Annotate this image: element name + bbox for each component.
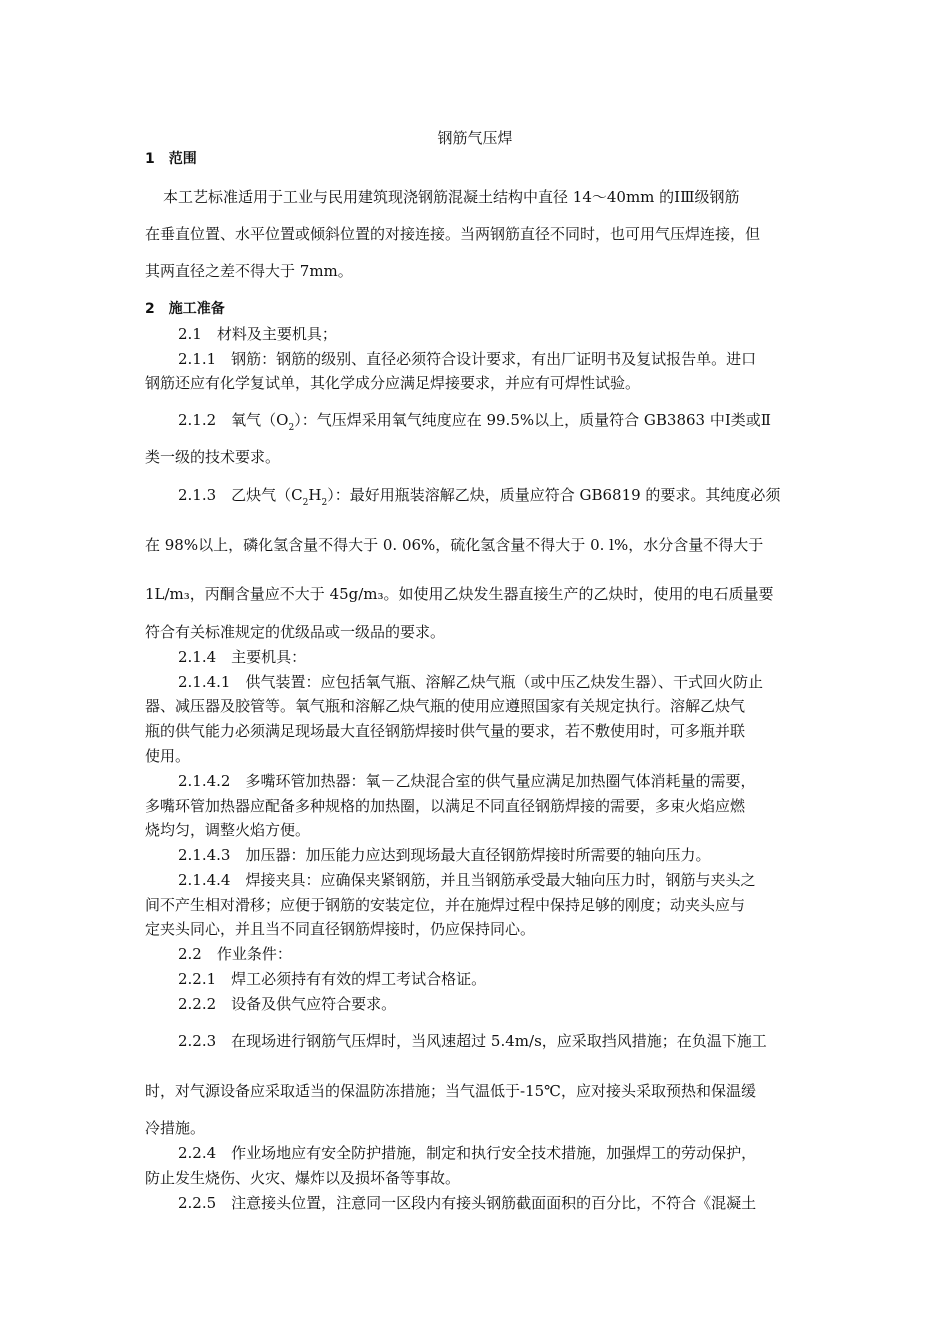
paragraph-line: 2.2.4 作业场地应有安全防护措施，制定和执行安全技术措施，加强焊工的劳动保护，: [178, 1144, 757, 1162]
paragraph-line: 2.1.1 钢筋：钢筋的级别、直径必须符合设计要求，有出厂证明书及复试报告单。进口: [178, 350, 757, 368]
subsection-heading: 2.1 材料及主要机具；: [178, 325, 337, 343]
paragraph-line: 烧均匀，调整火焰方便。: [145, 821, 311, 839]
subscript: 2: [321, 498, 328, 508]
paragraph-line: 2.2.1 焊工必须持有有效的焊工考试合格证。: [178, 970, 487, 988]
subscript: 2: [288, 423, 295, 433]
paragraph-line: 在 98%以上，磷化氢含量不得大于 0. 06%，硫化氢含量不得大于 0. l%，水分含量不得大于: [145, 536, 764, 554]
text-run: ）：最好用瓶装溶解乙炔，质量应符合 GB6819 的要求。其纯度必须: [327, 486, 781, 504]
document-title: 钢筋气压焊: [437, 129, 513, 147]
section-2-heading: 2 施工准备: [145, 301, 225, 317]
paragraph-line: 2.1.4.1 供气装置：应包括氧气瓶、溶解乙炔气瓶（或中压乙炔发生器）、干式回火防止: [178, 673, 763, 691]
subsection-heading: 2.2 作业条件：: [178, 945, 292, 963]
paragraph-line: [178, 485, 780, 513]
paragraph-line: 2.1.4.3 加压器：加压能力应达到现场最大直径钢筋焊接时所需要的轴向压力。: [178, 846, 711, 864]
paragraph-line: 2.2.5 注意接头位置，注意同一区段内有接头钢筋截面面积的百分比，不符合《混凝土: [178, 1194, 757, 1212]
paragraph-line: 2.2.3 在现场进行钢筋气压焊时，当风速超过 5.4m/s，应采取挡风措施；在负温下施工: [178, 1032, 767, 1050]
paragraph-line: 防止发生烧伤、火灾、爆炸以及损坏备等事故。: [145, 1169, 461, 1187]
paragraph-line: 在垂直位置、水平位置或倾斜位置的对接连接。当两钢筋直径不同时，也可用气压焊连接，但: [145, 225, 761, 243]
paragraph-line: 间不产生相对滑移；应便于钢筋的安装定位，并在施焊过程中保持足够的刚度；动夹头应与: [145, 896, 746, 914]
text-run: 2.1.2 氧气（O: [178, 411, 289, 429]
paragraph-line: 本工艺标准适用于工业与民用建筑现浇钢筋混凝土结构中直径 14～40mm 的ⅠⅢ级钢筋: [163, 188, 740, 206]
paragraph-line: [178, 410, 771, 438]
text-run: H: [308, 486, 322, 504]
paragraph-line: 其两直径之差不得大于 7mm。: [145, 262, 353, 280]
paragraph-line: 时，对气源设备应采取适当的保温防冻措施；当气温低于-15℃，应对接头采取预热和保温缓: [145, 1082, 756, 1100]
paragraph-line: 1L/m₃，丙酮含量应不大于 45g/m₃。如使用乙炔发生器直接生产的乙炔时，使用的电石质量要: [145, 585, 774, 603]
section-1-heading: 1 范围: [145, 151, 197, 167]
paragraph-line: 冷措施。: [145, 1119, 206, 1137]
paragraph-line: 类一级的技术要求。: [145, 448, 281, 466]
subsection-heading: 2.1.4 主要机具：: [178, 648, 307, 666]
paragraph-line: 定夹头同心，并且当不同直径钢筋焊接时，仍应保持同心。: [145, 920, 536, 938]
paragraph-line: 使用。: [145, 747, 191, 765]
paragraph-line: 2.2.2 设备及供气应符合要求。: [178, 995, 397, 1013]
paragraph-line: 瓶的供气能力必须满足现场最大直径钢筋焊接时供气量的要求，若不敷使用时，可多瓶并联: [145, 722, 746, 740]
paragraph-line: 多嘴环管加热器应配备多种规格的加热圈，以满足不同直径钢筋焊接的需要，多束火焰应燃: [145, 797, 746, 815]
subscript: 2: [302, 498, 309, 508]
paragraph-line: 符合有关标准规定的优级品或一级品的要求。: [145, 623, 446, 641]
text-run: ）：气压焊采用氧气纯度应在 99.5%以上，质量符合 GB3863 中Ⅰ类或Ⅱ: [294, 411, 771, 429]
paragraph-line: 器、减压器及胶管等。氧气瓶和溶解乙炔气瓶的使用应遵照国家有关规定执行。溶解乙炔气: [145, 697, 746, 715]
paragraph-line: 2.1.4.4 焊接夹具：应确保夹紧钢筋，并且当钢筋承受最大轴向压力时，钢筋与夹头之: [178, 871, 756, 889]
paragraph-line: 钢筋还应有化学复试单，其化学成分应满足焊接要求，并应有可焊性试验。: [145, 374, 641, 392]
paragraph-line: 2.1.4.2 多嘴环管加热器：氧－乙炔混合室的供气量应满足加热圈气体消耗量的需要，: [178, 772, 756, 790]
text-run: 2.1.3 乙炔气（C: [178, 486, 303, 504]
